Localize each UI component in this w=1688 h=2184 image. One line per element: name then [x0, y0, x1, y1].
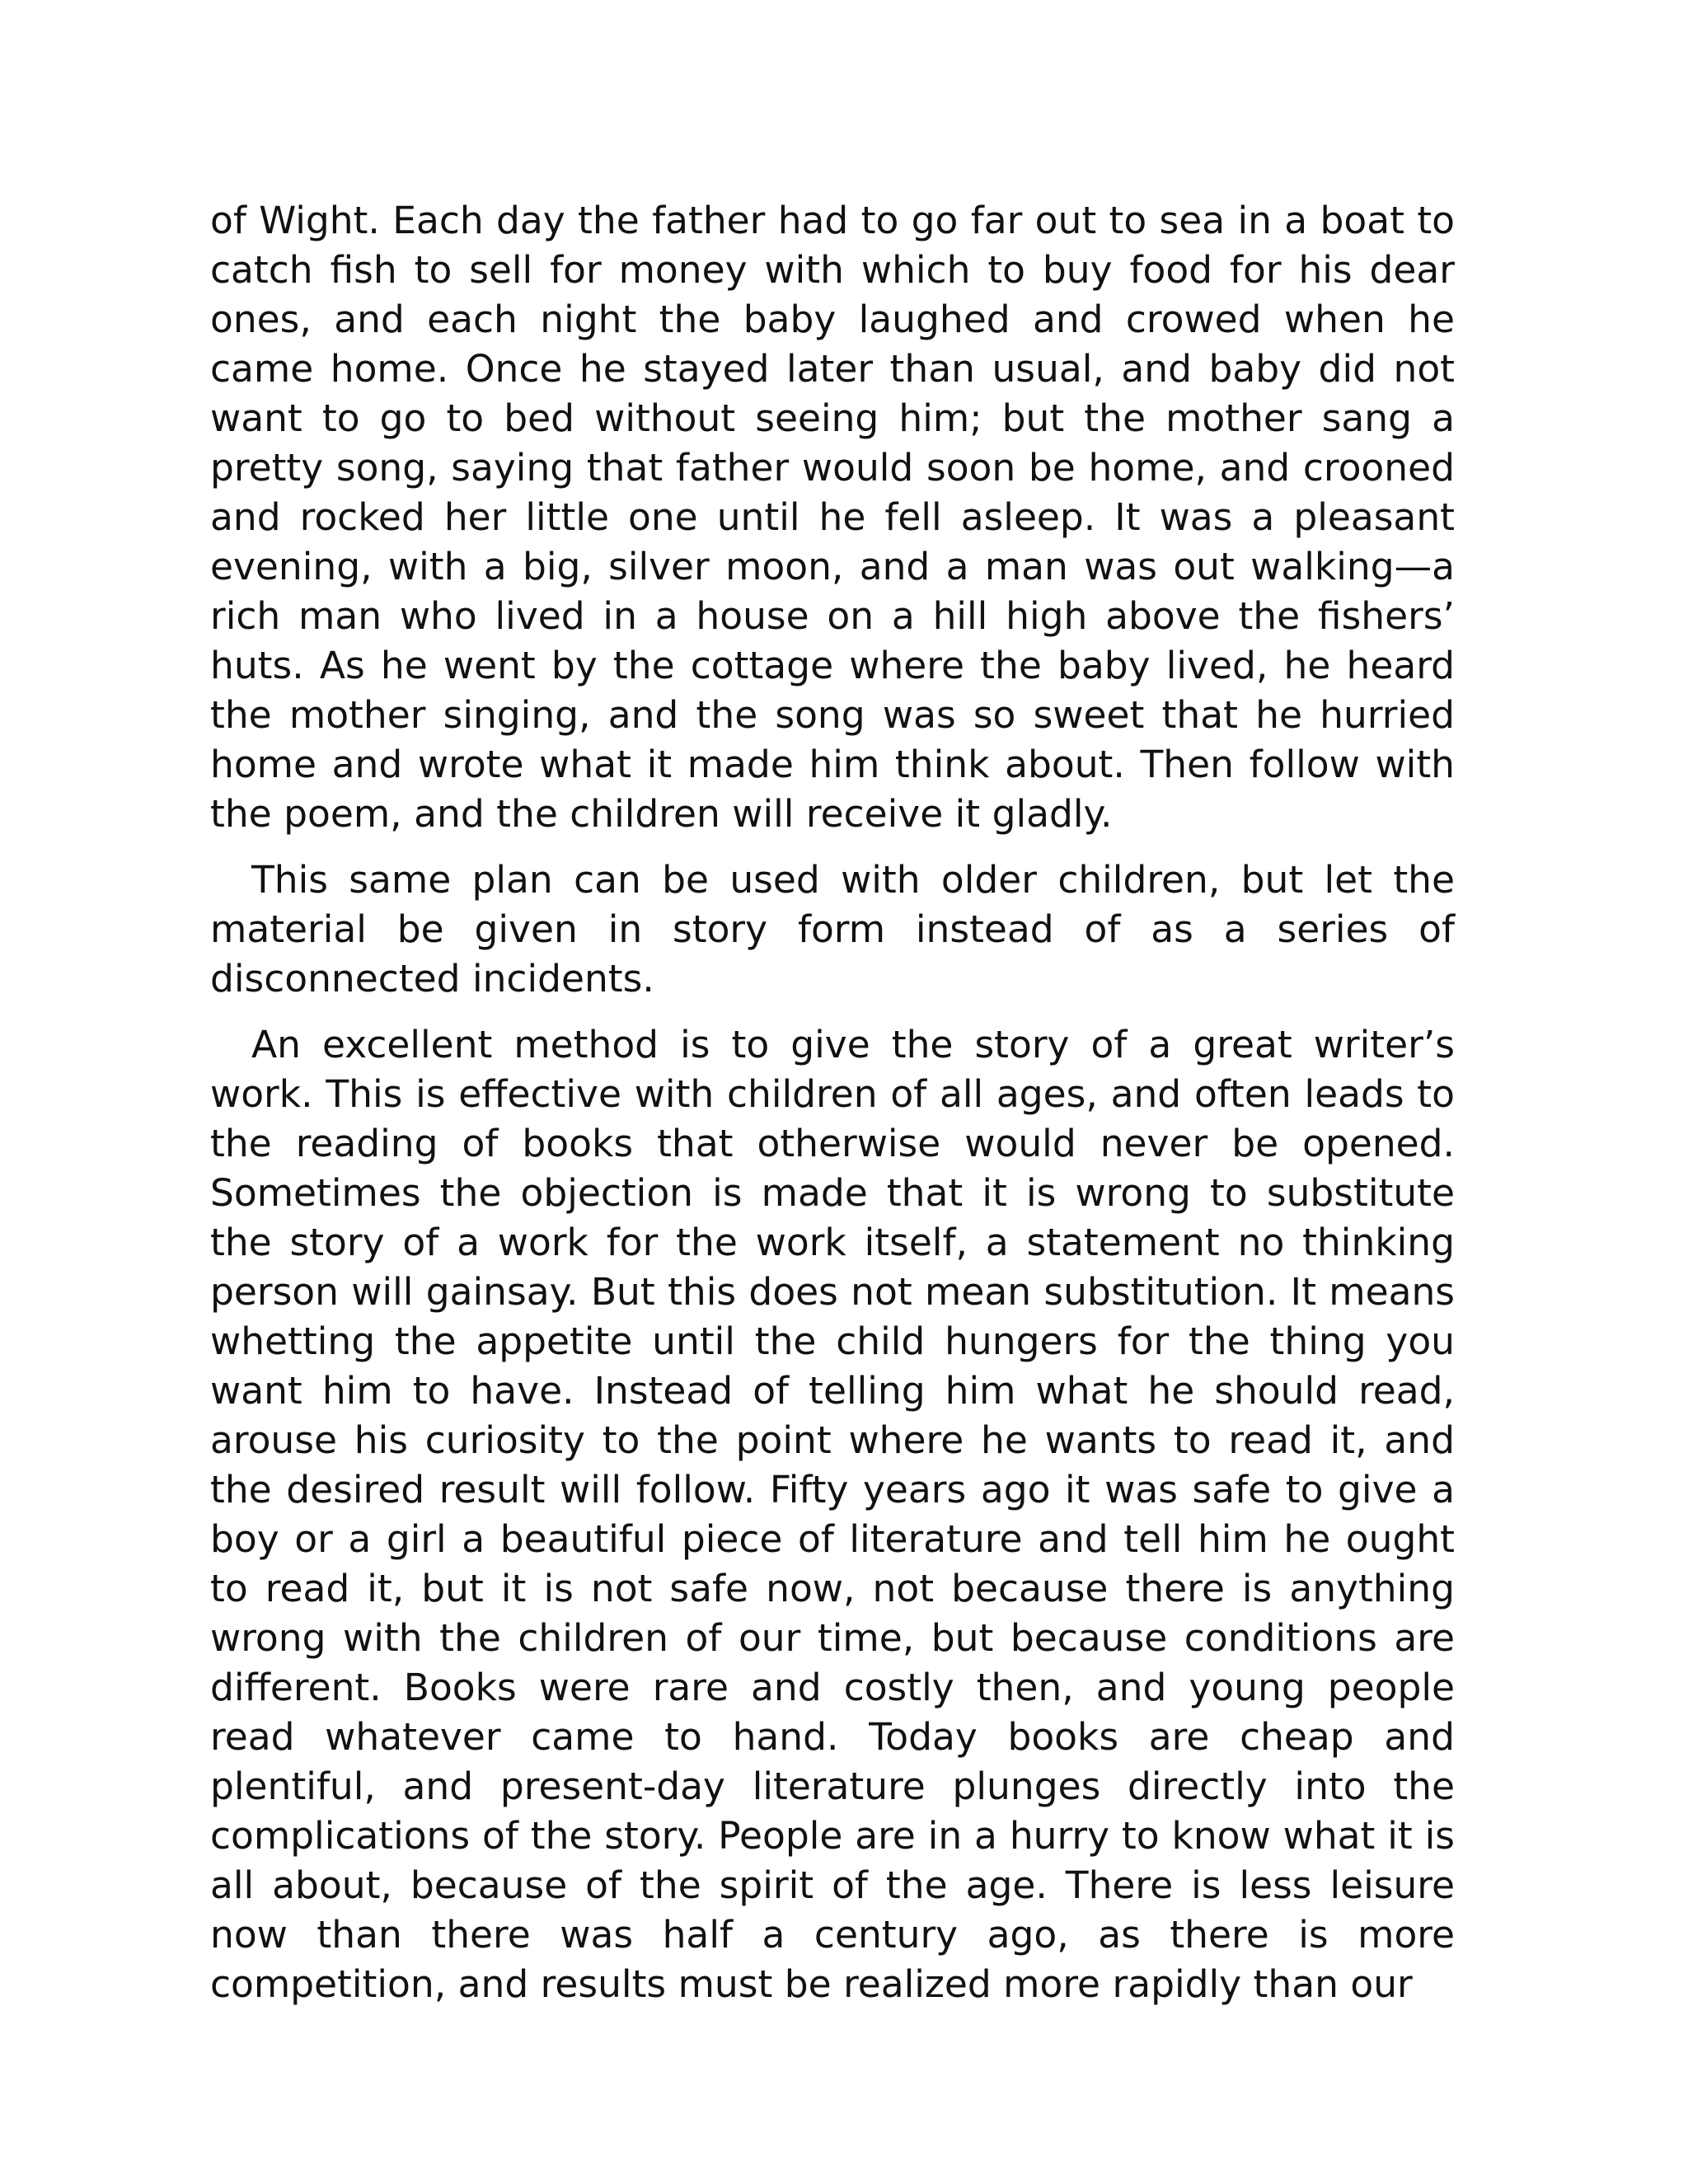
book-page — [210, 196, 1455, 2026]
paragraph-excellent-method: An excellent method is to give the story of a great writer’s work. This is effective with children of all ages, and often leads to the reading of books that otherwise would never be opened. Sometimes the objection is made that it is wrong to substitute the story of a work for the work itself, a statement no thinking person will gainsay. But this does not mean substitution. It means whetting the appetite until the child hungers for the thing you want him to have. Instead of telling him what he should read, arouse his curiosity to the point where he wants to read it, and the desired result will follow. Fifty years ago it was safe to give a boy or a girl a beautiful piece of literature and tell him he ought to read it, but it is not safe now, not because there is anything wrong with the children of our time, but because conditions are different. Books were rare and costly then, and young people read whatever came to hand. Today books are cheap and plentiful, and present-day literature plunges directly into the complications of the story. People are in a hurry to know what it is all about, because of the spirit of the age. There is less leisure now than there was half a century ago, as there is more competition, and results must be realized more rapidly than our — [210, 1023, 1455, 2006]
paragraph-continuation: of Wight. Each day the father had to go far out to sea in a boat to catch fish to sell for money with which to buy food for his dear ones, and each night the baby laughed and crowed when he came home. Once he stayed later than usual, and baby did not want to go to bed without seeing him; but the mother sang a pretty song, saying that father would soon be home, and crooned and rocked her little one until he fell asleep. It was a pleasant evening, with a big, silver moon, and a man was out walking—a rich man who lived in a house on a hill high above the fishers’ huts. As he went by the cottage where the baby lived, he heard the mother singing, and the song was so sweet that he hurried home and wrote what it made him think about. Then follow with the poem, and the children will receive it gladly. — [210, 199, 1455, 836]
paragraph-older-children: This same plan can be used with older children, but let the material be given in story form instead of as a series of disconnected incidents. — [210, 858, 1455, 1001]
